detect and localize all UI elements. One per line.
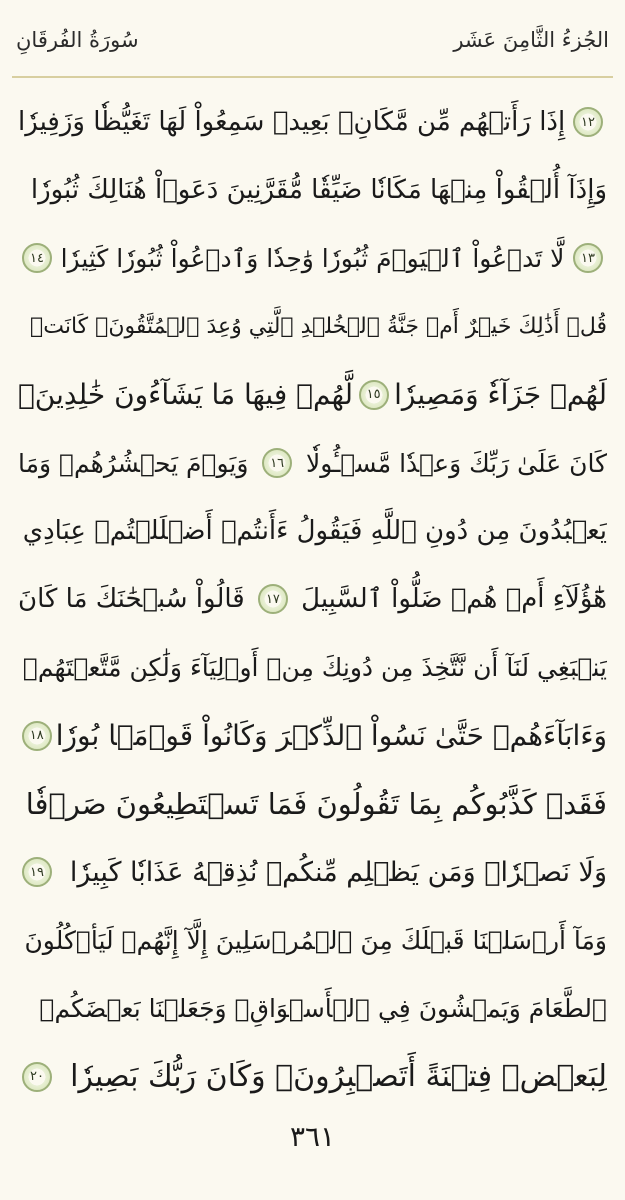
ayah-text: وَلَا نَصۡرٗاۚ وَمَن يَظۡلِم مِّنكُمۡ نُذِقۡهُ عَذَابٗا كَبِيرٗا xyxy=(69,856,607,888)
ayah-text: لَّا تَدۡعُواْ ٱلۡيَوۡمَ ثُبُورٗا وَٰحِدٗا وَٱدۡعُواْ ثُبُورٗا كَثِيرٗا xyxy=(60,243,565,273)
ayah-text: إِذَا رَأَتۡهُم مِّن مَّكَانِۭ بَعِيدٖ سَمِعُواْ لَهَا تَغَيُّظٗا وَزَفِيرٗا xyxy=(18,107,566,137)
ayah-text: وَإِذَآ أُلۡقُواْ مِنۡهَا مَكَانٗا ضَيِّقٗا مُّقَرَّنِينَ دَعَوۡاْ هُنَالِكَ ثُبُورٗا xyxy=(30,175,607,206)
ayah-number-marker: ١٦ xyxy=(262,448,292,478)
text-line xyxy=(18,92,607,152)
ayah-number-marker: ١٥ xyxy=(359,380,389,410)
text-line xyxy=(18,365,607,425)
text-line xyxy=(18,228,607,288)
ayah-text: يَنۢبَغِي لَنَآ أَن نَّتَّخِذَ مِن دُونِكَ مِنۡ أَوۡلِيَآءَ وَلَٰكِن مَّتَّعۡتَهُمۡ xyxy=(22,653,607,683)
ayah-text: وَيَوۡمَ يَحۡشُرُهُمۡ وَمَا xyxy=(18,448,249,478)
ayah-text: يَعۡبُدُونَ مِن دُونِ ٱللَّهِ فَيَقُولُ ءَأَنتُمۡ أَضۡلَلۡتُمۡ عِبَادِي xyxy=(22,516,607,547)
text-line xyxy=(18,569,607,629)
text-line xyxy=(18,501,607,561)
ayah-text: لِبَعۡضٖ فِتۡنَةً أَتَصۡبِرُونَۗ وَكَانَ رَبُّكَ بَصِيرٗا xyxy=(70,1058,607,1094)
surah-title: سُورَةُ الفُرقَانِ xyxy=(16,28,139,52)
text-line xyxy=(18,774,607,834)
text-line xyxy=(18,910,607,970)
ayah-number-marker: ٢٠ xyxy=(22,1062,52,1092)
ayah-number-marker: ١٤ xyxy=(22,243,52,273)
text-line xyxy=(18,706,607,766)
text-line xyxy=(18,1047,607,1107)
ayah-number-marker: ١٢ xyxy=(573,107,603,137)
ayah-number-marker: ١٧ xyxy=(258,584,288,614)
juz-title: الجُزءُ الثَّامِنَ عَشَر xyxy=(453,28,609,52)
ayah-text: كَانَ عَلَىٰ رَبِّكَ وَعۡدٗا مَّسۡـُٔولٗا xyxy=(305,448,607,478)
ayah-text: وَمَآ أَرۡسَلۡنَا قَبۡلَكَ مِنَ ٱلۡمُرۡسَلِينَ إِلَّآ إِنَّهُمۡ لَيَأۡكُلُونَ xyxy=(24,925,607,955)
page-number: ٣٦١ xyxy=(289,1120,336,1153)
ayah-number-marker: ١٣ xyxy=(573,243,603,273)
ayah-text: قُلۡ أَذَٰلِكَ خَيۡرٌ أَمۡ جَنَّةُ ٱلۡخُلۡدِ ٱلَّتِي وُعِدَ ٱلۡمُتَّقُونَۚ كَانَتۡ xyxy=(30,313,607,339)
ayah-text: لَّهُمۡ فِيهَا مَا يَشَآءُونَ خَٰلِدِينَۚ xyxy=(18,377,354,411)
text-line xyxy=(18,297,607,357)
ayah-text: قَالُواْ سُبۡحَٰنَكَ مَا كَانَ xyxy=(18,584,245,615)
ayah-number-marker: ١٩ xyxy=(22,857,52,887)
ayah-text: لَهُمۡ جَزَآءٗ وَمَصِيرٗا xyxy=(394,377,607,411)
ayah-text: وَءَابَآءَهُمۡ حَتَّىٰ نَسُواْ ٱلذِّكۡرَ وَكَانُواْ قَوۡمَۢا بُورٗا xyxy=(55,718,607,752)
ayah-text: فَقَدۡ كَذَّبُوكُم بِمَا تَقُولُونَ فَمَا تَسۡتَطِيعُونَ صَرۡفٗا xyxy=(25,786,607,821)
text-line xyxy=(18,433,607,493)
ayah-number-marker: ١٨ xyxy=(22,721,52,751)
ayah-text: ٱلطَّعَامَ وَيَمۡشُونَ فِي ٱلۡأَسۡوَاقِۗ وَجَعَلۡنَا بَعۡضَكُمۡ xyxy=(39,994,607,1024)
text-line xyxy=(18,638,607,698)
text-line xyxy=(18,842,607,902)
ayah-text: هَٰٓؤُلَآءِ أَمۡ هُمۡ ضَلُّواْ ٱلسَّبِيلَ xyxy=(301,584,607,615)
text-line xyxy=(18,160,607,220)
text-line xyxy=(18,979,607,1039)
